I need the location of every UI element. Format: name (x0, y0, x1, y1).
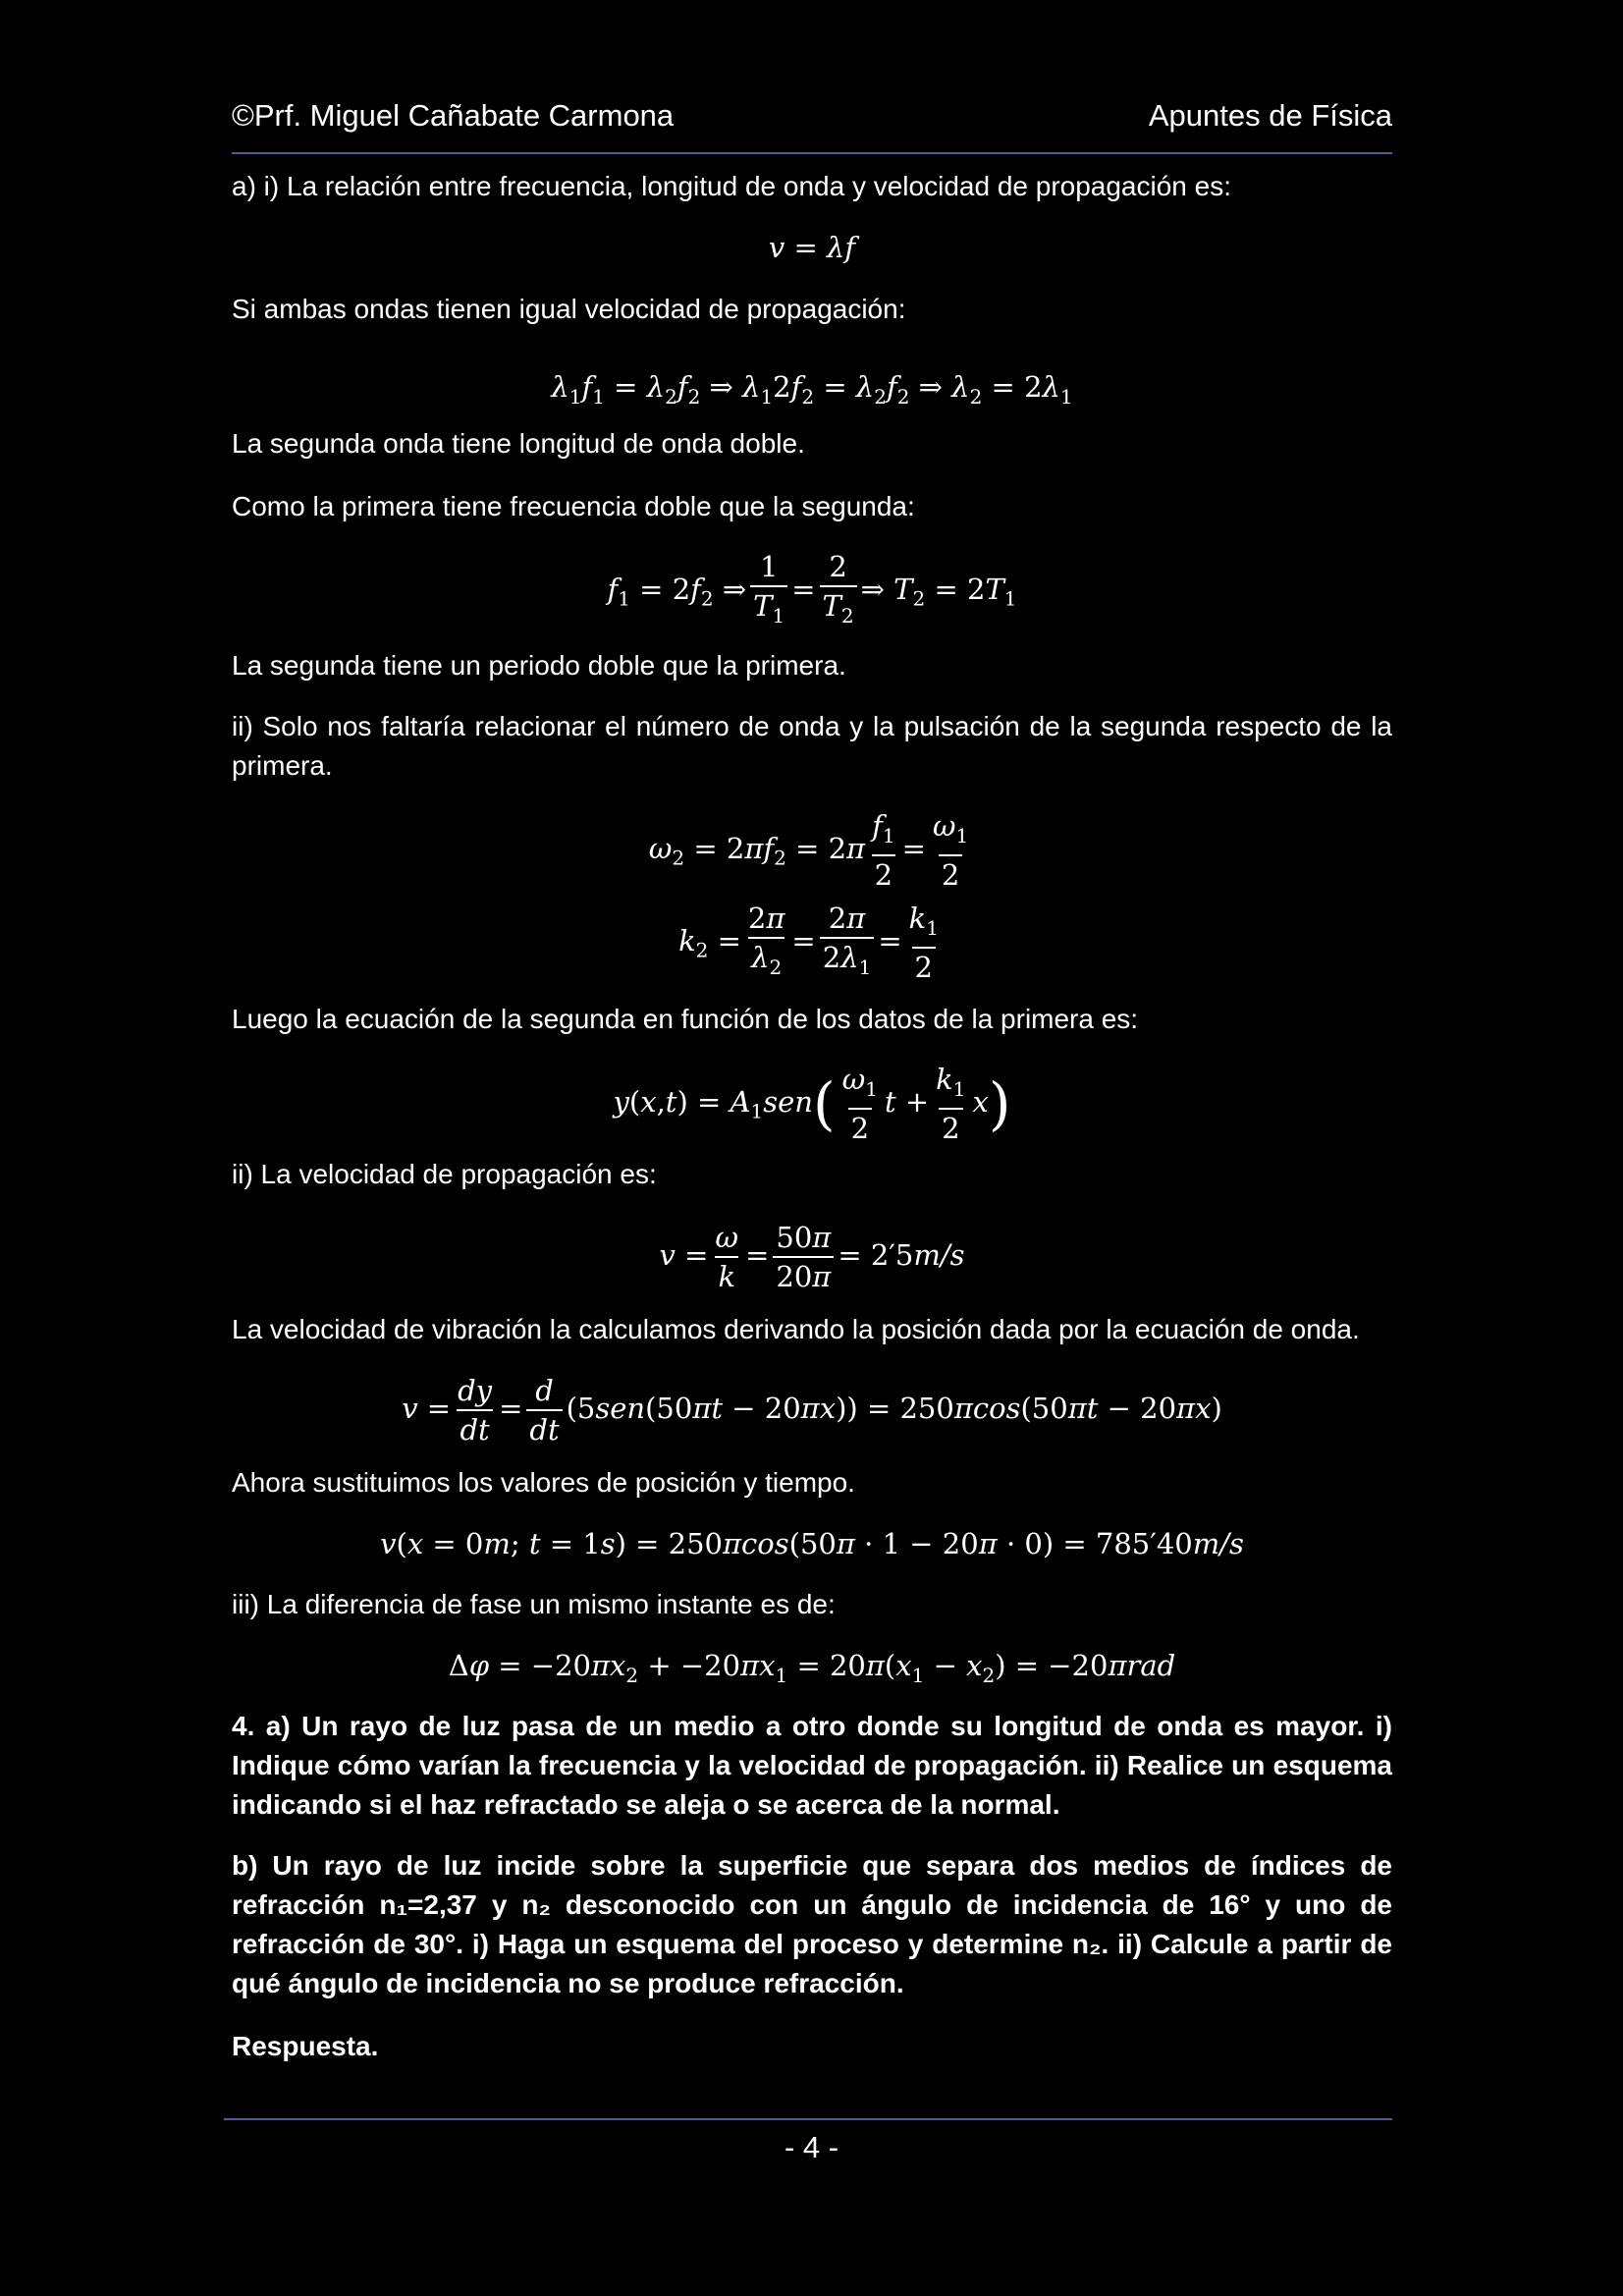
header-author: ©Prf. Miguel Cañabate Carmona (232, 98, 675, 133)
paragraph-8: ii) La velocidad de propagación es: (232, 1159, 657, 1189)
equation-4: $\omega_2 = 2\pi f_2 = 2\pi$ $\frac{f_1}{2}$ = $\frac{\omega_1}{2}$ (648, 809, 969, 892)
paragraph-11: iii) La diferencia de fase un mismo instante es de: (232, 1589, 836, 1619)
paragraph-10: Ahora sustituimos los valores de posición y tiempo. (232, 1467, 855, 1498)
question-4a: 4. a) Un rayo de luz pasa de un medio a otro donde su longitud de onda es mayor. i) Indique cómo varían la frecuencia y la velocidad de propagación. ii) Realice un esquema indicando si el haz refractado se aleja o se acerca de la normal. (232, 1711, 1392, 1820)
equation-7: v = $\frac{\omega}{k}$ = $\frac{50\pi}{20\pi}$ = 2′5m/s (659, 1221, 965, 1293)
equation-9: v(x = 0m; t = 1s) = 250πcos(50π · 1 − 20π · 0) = 785′40m/s (380, 1527, 1244, 1560)
paragraph-7: Luego la ecuación de la segunda en función de los datos de la primera es: (232, 1004, 1139, 1034)
header-title: Apuntes de Física (1148, 98, 1392, 133)
equation-1: v = λf (768, 231, 856, 264)
paragraph-2: Si ambas ondas tienen igual velocidad de propagación: (232, 294, 906, 324)
equation-2: $\lambda_1f_1 = \lambda_2f_2$ ⇒ $\lambda_12f_2 = \lambda_2f_2$ ⇒ $\lambda_2 = 2\lambda_1$ (551, 370, 1073, 409)
equation-8: v = $\frac{dy}{dt}$ = $\frac{d}{dt}$ (5sen(50πt − 20πx)) = 250πcos(50πt − 20πx) (402, 1374, 1222, 1447)
equation-10: $\Delta\varphi = -20\pi x_2 + -20\pi x_1 = 20\pi(x_1 - x_2) = -20\pi rad$ (448, 1649, 1176, 1687)
footer-rule (224, 2118, 1392, 2120)
header-rule (232, 152, 1392, 154)
equation-3: $f_1 = 2f_2$ ⇒ $\frac{1}{T_1}$ = $\frac{2}{T_2}$ ⇒ $T_2 = 2T_1$ (232, 548, 1392, 638)
answer-label: Respuesta. (232, 2031, 379, 2061)
page-number: - 4 - (784, 2130, 839, 2164)
paragraph-3: La segunda onda tiene longitud de onda doble. (232, 428, 805, 459)
paragraph-4: Como la primera tiene frecuencia doble que la segunda: (232, 491, 915, 521)
question-4b: b) Un rayo de luz incide sobre la superficie que separa dos medios de índices de refracción n₁=2,37 y n₂ desconocido con un ángulo de incidencia de 16° y uno de refracción de 30°. i) Haga un esquema del proceso y determine n₂. ii) Calcule a partir de qué ángulo de incidencia no se produce refracción. (232, 1850, 1392, 1998)
paragraph-9: La velocidad de vibración la calculamos derivando la posición dada por la ecuación de onda. (232, 1314, 1360, 1344)
equation-5: $k_2$ = $\frac{2\pi}{\lambda_2}$ = $\frac{2\pi}{2\lambda_1}$ = $\frac{k_1}{2}$ (678, 902, 939, 984)
paragraph-1: a) i) La relación entre frecuencia, longitud de onda y velocidad de propagación es: (232, 171, 1231, 201)
page-header (232, 94, 1392, 137)
equation-6: $y(x,t) = A_1sen$( $\frac{\omega_1}{2}$ t + $\frac{k_1}{2}$ x) (613, 1063, 1011, 1145)
paragraph-5: La segunda tiene un periodo doble que la primera. (232, 650, 846, 681)
paragraph-6: ii) Solo nos faltaría relacionar el número de onda y la pulsación de la segunda respecto de la primera. (232, 711, 1392, 781)
